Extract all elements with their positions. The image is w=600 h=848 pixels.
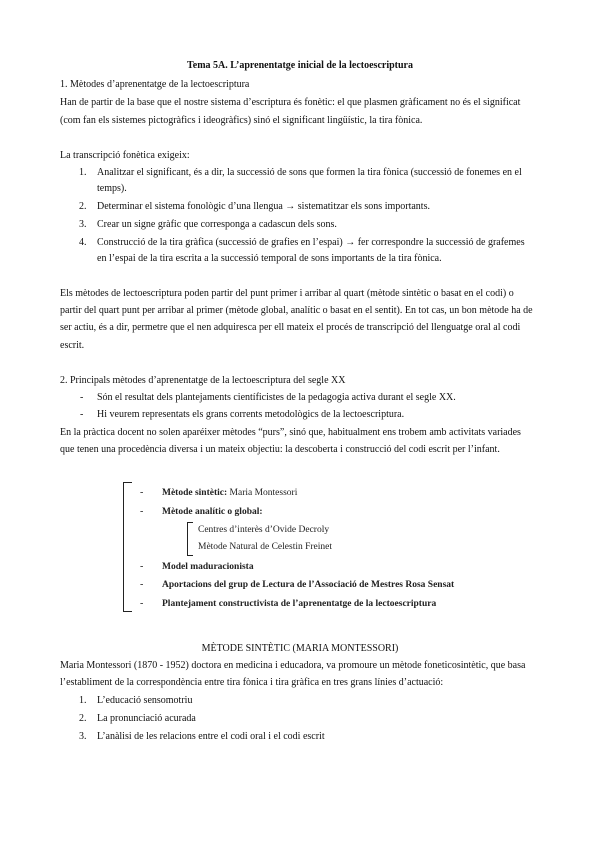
scheme-item-synthetic: Mètode sintètic: Maria Montessori — [162, 488, 298, 498]
scheme-sub-freinet: Mètode Natural de Celestin Freinet — [198, 542, 333, 552]
scheme-item-constructivist: Plantejament constructivista de l’aprenentatge de la lectoescriptura — [162, 599, 437, 609]
scheme-dash: - — [140, 598, 144, 609]
bullet-dash: - — [80, 409, 84, 420]
list-item: temps). — [97, 183, 127, 194]
intro-line: (com fan els sistemes pictogràfics i ideogràfics) sinó el significant lingüístic, la tira fònica. — [60, 115, 423, 126]
bullet-item: Són el resultat dels plantejaments científicistes de la pedagogia activa durant el segle XX. — [97, 392, 456, 403]
intro-line: l’establiment de la correspondència entre tira fònica i tira gràfica en tres grans línies d’actuació: — [60, 677, 444, 688]
list-item: en l’espai de la tira escrita a la successió temporal de sons importants de la tira fònica. — [97, 253, 442, 264]
list-number: 2. — [79, 713, 87, 724]
list-number: 2. — [79, 201, 87, 212]
scheme-item-maturational: Model maduracionista — [162, 562, 254, 572]
scheme-item-rosa-sensat: Aportacions del grup de Lectura de l’Associació de Mestres Rosa Sensat — [162, 580, 455, 590]
scheme-dash: - — [140, 579, 144, 590]
scheme-dash: - — [140, 487, 144, 498]
list-item: Analitzar el significant, és a dir, la successió de sons que formen la tira fònica (successió de fonemes en el — [97, 167, 522, 178]
scheme-dash: - — [140, 561, 144, 572]
list-number: 1. — [79, 167, 87, 178]
list-number: 3. — [79, 219, 87, 230]
paragraph-line: En la pràctica docent no solen aparéixer mètodes “purs”, sinó que, habitualment ens trobem amb activitats variades — [60, 427, 521, 438]
paragraph-line: Els mètodes de lectoescriptura poden partir del punt primer i arribar al quart (mètode sintètic o basat en el codi) o — [60, 288, 514, 299]
list-item: Crear un signe gràfic que correspongа a cadascun dels sons. — [97, 219, 337, 230]
scheme-sub-bracket — [187, 522, 193, 556]
paragraph-line: escrit. — [60, 340, 85, 351]
bullet-item: Hi veurem representats els grans corrents metodològics de la lectoescriptura. — [97, 409, 405, 420]
intro-line: Han de partir de la base que el nostre sistema d’escriptura és fonètic: el que plasmen gràficament no és el significat — [60, 97, 521, 108]
list-number: 4. — [79, 237, 87, 248]
list-item: Construcció de la tira gràfica (successió de grafies en l’espai) → fer correspondre la successió de grafemes — [97, 237, 525, 248]
scheme-dash: - — [140, 506, 144, 517]
intro-line: Maria Montessori (1870 - 1952) doctora en medicina i educadora, va promoure un mètode foneticosintètic, que basa — [60, 660, 526, 671]
scheme-item-analytic: Mètode analític o global: — [162, 507, 263, 517]
scheme-bracket — [123, 482, 132, 612]
list-item: La pronunciació acurada — [97, 713, 196, 724]
paragraph-line: partir del quart punt per arribar al primer (mètode global, analític o basat en el sentit). En tot cas, un bon mètode ha de — [60, 305, 533, 316]
paragraph-line: ser actiu, és a dir, permetre que el nen adquiresca per ell mateix el procés de transcripció del llenguatge oral al codi — [60, 322, 521, 333]
list-item: Determinar el sistema fonològic d’una llengua → sistematitzar els sons importants. — [97, 201, 430, 212]
scheme-sub-decroly: Centres d’interès d’Ovide Decroly — [198, 525, 330, 535]
paragraph-line: que tenen una procedència diversa i un mateix objectiu: la descoberta i construcció del codi escrit per l’infant. — [60, 444, 500, 455]
bullet-dash: - — [80, 392, 84, 403]
section-2-heading: 2. Principals mètodes d’aprenentatge de la lectoescriptura del segle XX — [60, 375, 346, 386]
document-title: Tema 5A. L’aprenentatge inicial de la lectoescriptura — [187, 60, 413, 71]
section-3-heading: MÈTODE SINTÈTIC (MARIA MONTESSORI) — [201, 643, 399, 654]
list-number: 3. — [79, 731, 87, 742]
list-item: L’educació sensomotriu — [97, 695, 193, 706]
lead-text: La transcripció fonètica exigeix: — [60, 150, 190, 161]
list-item: L’anàlisi de les relacions entre el codi oral i el codi escrit — [97, 731, 325, 742]
section-1-heading: 1. Mètodes d’aprenentatge de la lectoescriptura — [60, 79, 250, 90]
list-number: 1. — [79, 695, 87, 706]
